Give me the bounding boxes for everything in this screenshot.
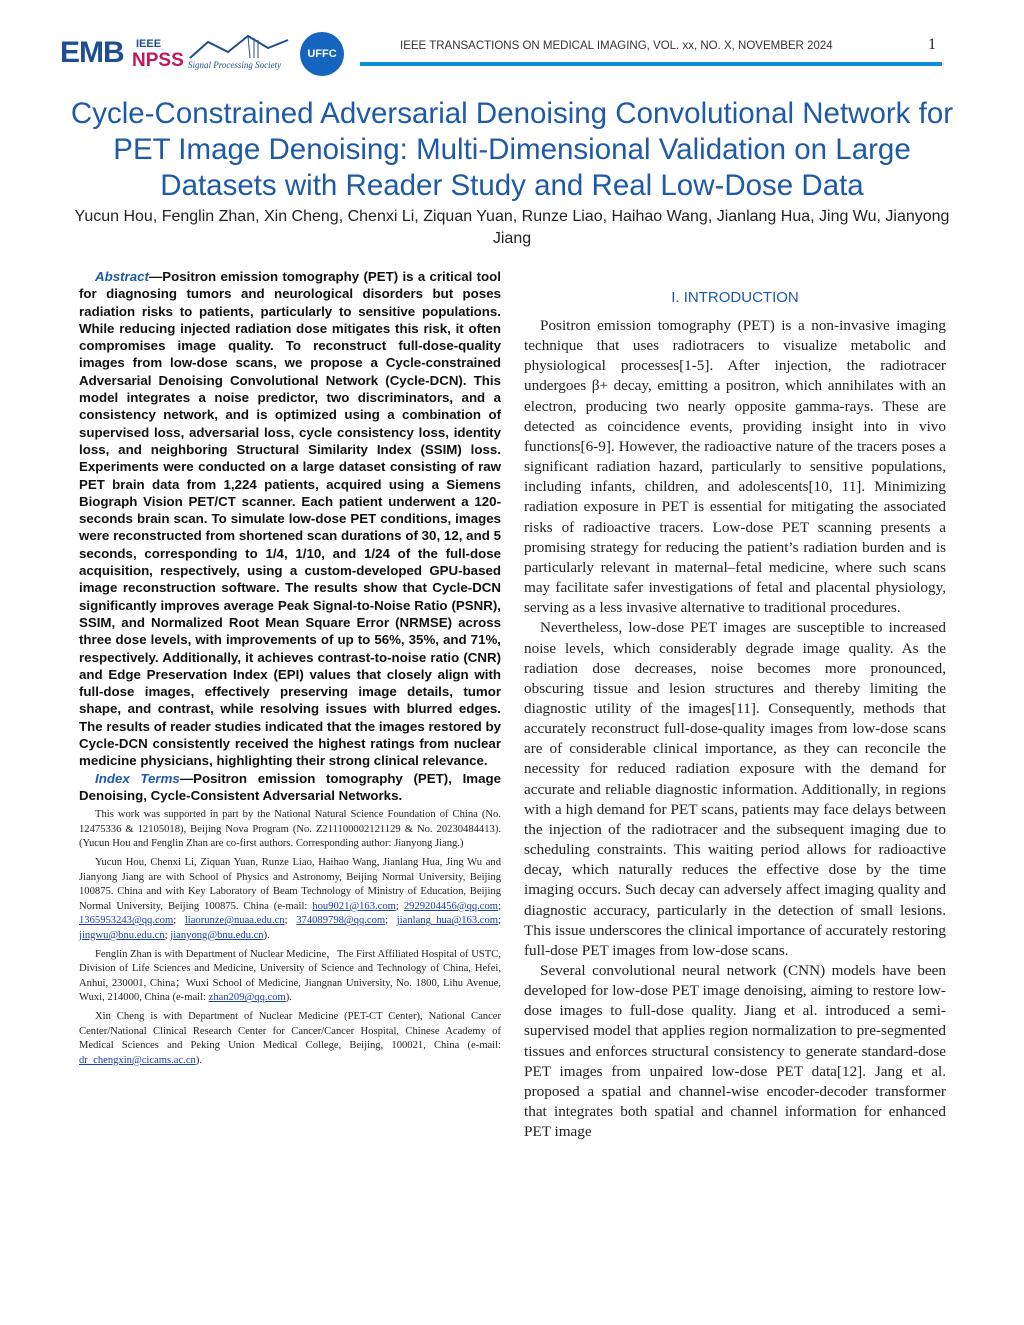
running-head: IEEE TRANSACTIONS ON MEDICAL IMAGING, VOL. xx, NO. X, NOVEMBER 2024 <box>400 40 833 52</box>
affiliation-footnote-3 <box>79 1010 501 1068</box>
affiliation-3-text: Xin Cheng is with Department of Nuclear Medicine (PET-CT Center), National Cancer Center/National Clinical Research Center for Cancer/Cancer Hospital, Chinese Academy of Medical Sciences and Peking Union Medical College, Beijing, 100021, China (e-mail: <box>79 1010 501 1052</box>
email-link[interactable]: dr_chengxin@cicams.ac.cn <box>79 1054 196 1066</box>
header-rule <box>360 62 942 66</box>
abstract <box>79 268 501 770</box>
section-heading-introduction: I. INTRODUCTION <box>671 289 799 306</box>
author-list: Yucun Hou, Fenglin Zhan, Xin Cheng, Chenxi Li, Ziquan Yuan, Runze Liao, Haihao Wang, Jianlang Hua, Jing Wu, Jianyong Jiang <box>74 208 950 247</box>
index-terms-text: —Positron emission tomography (PET), Image Denoising, Cycle-Consistent Adversarial Networks. <box>79 770 501 803</box>
affiliation-2-end: ). <box>285 992 292 1004</box>
index-terms-label: Index Terms <box>95 770 180 786</box>
email-link[interactable]: jingwu@bnu.edu.cn <box>79 929 165 941</box>
uffc-logo: UFFC <box>300 32 344 76</box>
left-column <box>79 268 501 1068</box>
affiliation-1-end: ). <box>263 929 270 941</box>
funding-footnote: This work was supported in part by the National Natural Science Foundation of China (No. 12475336 & 12105018), Beijing Nova Program (No. Z211100002121129 & No. 20230484413). (Yucun Hou and Fenglin Zhan are co-first authors. Corresponding author: Jianyong Jiang.) <box>79 809 501 850</box>
email-link[interactable]: liaorunze@nuaa.edu.cn <box>184 915 285 927</box>
affiliation-2-text: Fenglin Zhan is with Department of Nuclear Medicine，The First Affiliated Hospital of USTC, Division of Life Sciences and Medicine, University of Science and Technology of China, Hefei, Anhui, 230001, China；Wuxi School of Medicine, Jiangnan University, No. 1800, Lihu Avenue, Wuxi, 214000, China (e-mail: <box>79 948 501 1004</box>
abstract-label: Abstract <box>95 269 149 284</box>
affiliation-1-text: Yucun Hou, Chenxi Li, Ziquan Yuan, Runze Liao, Haihao Wang, Jianlang Hua, Jing Wu and Jianyong Jiang are with School of Physics and Astronomy, Beijing Normal University, Beijing 100875. China and with Key Laboratory of Beam Technology of Ministry of Education, Beijing Normal University, Beijing 100875. China (e-mail: <box>79 856 501 912</box>
ieee-logo: IEEE <box>136 38 162 50</box>
index-terms <box>79 770 501 805</box>
right-column <box>524 288 946 1142</box>
npss-logo: NPSS <box>132 50 184 71</box>
paper-title: Cycle-Constrained Adversarial Denoising Convolutional Network for PET Image Denoising: Multi-Dimensional Validation on Large Datasets with Reader Study and Real Low-Dose Data <box>70 97 954 202</box>
page-number: 1 <box>928 36 936 53</box>
intro-paragraph-2: Nevertheless, low-dose PET images are susceptible to increased noise levels, which considerably degrade image quality. As the radiation dose decreases, noise becomes more pronounced, obscuring tissue and lesion structures and thereby limiting the diagnostic utility of the images[11]. Consequently, methods that accurately reconstruct full-dose-quality images from low-dose scans are of considerable clinical importance, as they can reconcile the necessity for reduced radiation exposure with the demand for accurate and reliable diagnostic information. Additionally, in regions with a high demand for PET scans, patients may face delays between the injection of the radiotracer and the subsequent imaging due to scheduling constraints. This waiting period allows for radioactive decay, which naturally reduces the effective dose by the time imaging occurs. Such decay can adversely affect imaging quality and diagnostic accuracy, particularly in the detection of small lesions. This issue underscores the clinical importance of accurately restoring full-dose PET images from low-dose scans. <box>524 619 946 959</box>
email-link[interactable]: 2929204456@qq.com <box>403 900 499 912</box>
signal-processing-society-logo <box>188 34 298 74</box>
sps-emblem-icon <box>188 34 298 60</box>
email-link[interactable]: 1365953243@qq.com <box>79 915 174 927</box>
email-link[interactable]: zhan209@qq.com <box>208 992 286 1004</box>
affiliation-footnote-2 <box>79 948 501 1006</box>
email-link[interactable]: jianlang_hua@163.com <box>396 915 499 927</box>
sps-logo-text: Signal Processing Society <box>188 60 282 70</box>
email-link[interactable]: hou9021@163.com <box>312 900 396 912</box>
email-link[interactable]: 374089798@qq.com <box>296 915 386 927</box>
intro-paragraph-3: Several convolutional neural network (CNN) models have been developed for low-dose PET image denoising, aiming to restore low-dose images to full-dose quality. Jiang et al. introduced a semi-supervised model that applies region normalization to pre-segmented tissues and enforces structural consistency to generate standard-dose PET images from unpaired low-dose PET data[12]. Jang et al. proposed a spatial and channel-wise encoder-decoder transformer that integrates both spatial and channel information for enhanced PET image <box>524 962 946 1141</box>
email-link[interactable]: jianyong@bnu.edu.cn <box>170 929 264 941</box>
publisher-logos <box>60 32 360 76</box>
emb-logo: EMB <box>60 36 124 69</box>
affiliation-3-end: ). <box>195 1054 203 1066</box>
intro-paragraph-1: Positron emission tomography (PET) is a non-invasive imaging technique that uses radiotracers to visualize metabolic and physiological processes[1-5]. After injection, the radiotracer undergoes β+ decay, emitting a positron, which annihilates with an electron, producing two nearly opposite gamma-rays. These are detected as coincidence events, providing insight into in vivo functions[6-9]. However, the radioactive nature of the tracers poses a significant radiation hazard, particularly to sensitive populations, including infants, children, and adolescents[10, 11]. Minimizing radiation exposure in PET is essential for mitigating the associated risks of radioactive tracers. Low-dose PET scanning presents a promising strategy for reducing the patient’s radiation burden and is particularly relevant in maternal–fetal medicine, where such scans may facilitate safer investigations of fetal and placental physiology, serving as a less invasive alternative to traditional procedures. <box>524 317 946 617</box>
abstract-text: —Positron emission tomography (PET) is a critical tool for diagnosing tumors and neurological disorders but poses radiation risks to patients, particularly to sensitive populations. While reducing injected radiation dose mitigates this risk, it often compromises image quality. To reconstruct full-dose-quality images from low-dose scans, we propose a Cycle-constrained Adversarial Denoising Convolutional Network (Cycle-DCN). This model integrates a noise predictor, two discriminators, and a consistency network, and is optimized using a combination of supervised loss, adversarial loss, cycle consistency loss, identity loss, and neighboring Structural Similarity Index (SSIM) loss. Experiments were conducted on a large dataset consisting of raw PET brain data from 1,224 patients, acquired using a Siemens Biograph Vision PET/CT scanner. Each patient underwent a 120-seconds brain scan. To simulate low-dose PET conditions, images were reconstructed from shortened scan durations of 30, 12, and 5 seconds, corresponding to 1/4, 1/10, and 1/24 of the full-dose acquisition, respectively, using a custom-developed GPU-based image reconstruction software. The results show that Cycle-DCN significantly improves average Peak Signal-to-Noise Ratio (PSNR), SSIM, and Normalized Root Mean Square Error (NRMSE) across three dose levels, with improvements of up to 56%, 35%, and 71%, respectively. Additionally, it achieves contrast-to-noise ratio (CNR) and Edge Preservation Index (EPI) values that closely align with full-dose images, effectively preserving image details, tumor shape, and contrast, while resolving issues with blurred edges. The results of reader studies indicated that the images restored by Cycle-DCN consistently received the highest ratings from nuclear medicine physicians, highlighting their strong clinical relevance. <box>79 269 501 769</box>
affiliation-footnote-1: Yucun Hou, Chenxi Li, Ziquan Yuan, Runze Liao, Haihao Wang, Jianlang Hua, Jing Wu and Jianyong Jiang are with School of Physics and Astronomy, Beijing Normal University, Beijing 100875. China and with Key Laboratory of Beam Technology of Ministry of Education, Beijing Normal University, Beijing 100875. China (e-mail: hou9021@163.com; 2929204456@qq.com; 1365953243@qq.com; liaorunze@nuaa.edu.cn; 374089798@qq.com; jianlang_hua@163.com; jingwu@bnu.edu.cn; jianyong@bnu.edu.cn). <box>79 856 502 941</box>
